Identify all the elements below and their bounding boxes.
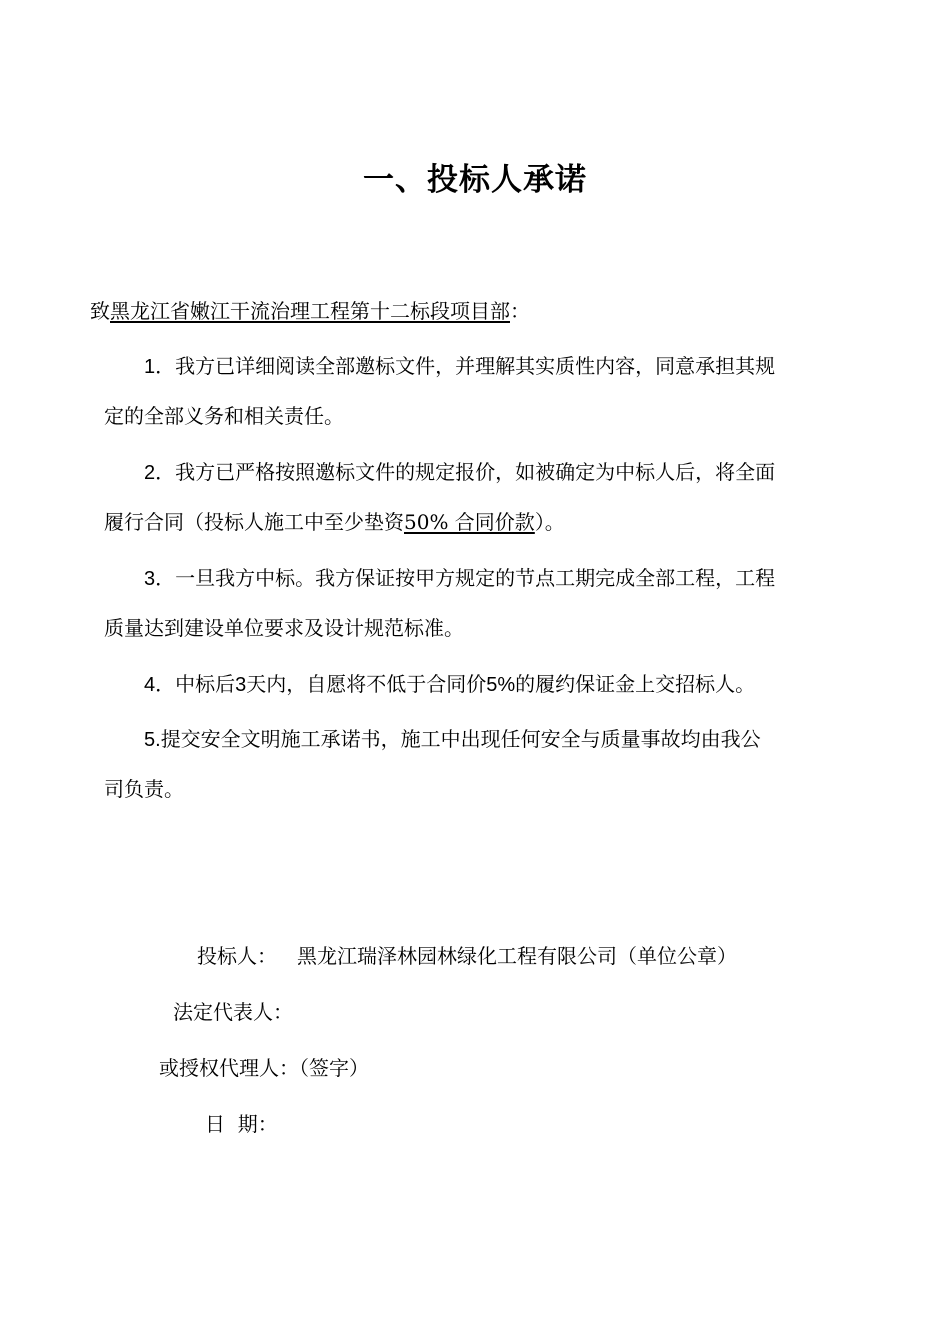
- bidder-line: [197, 942, 737, 970]
- item-5-line-2: 司负责。: [104, 777, 184, 801]
- item-4-number: 4．: [144, 674, 176, 696]
- item-1-number: 1．: [144, 356, 176, 378]
- item-4-text-post: 的履约保证金上交招标人。: [515, 672, 756, 696]
- item-3-text-1: 一旦我方中标。我方保证按甲方规定的节点工期完成全部工程，工程: [175, 566, 776, 590]
- item-5-number: 5.: [144, 729, 161, 751]
- salutation-prefix: 致: [90, 299, 110, 323]
- salutation-recipient: 黑龙江省嫩江干流治理工程第十二标段项目部: [110, 299, 510, 323]
- item-4-days: 3: [235, 674, 247, 696]
- item-4-text-mid: 天内，自愿将不低于合同价: [246, 672, 487, 696]
- item-4-line-1: [144, 670, 755, 699]
- item-4-text-pre: 中标后: [175, 672, 236, 696]
- item-2-text-2-post: ）。: [534, 510, 565, 534]
- salutation-suffix: ：: [510, 299, 530, 323]
- page-title: 一、投标人承诺: [363, 162, 587, 198]
- item-2-number: 2．: [144, 462, 176, 484]
- bidder-value: 黑龙江瑞泽林园林绿化工程有限公司（单位公章）: [297, 944, 737, 968]
- item-2-underlined-amount: 50% 合同价款: [404, 510, 535, 534]
- agent-label: 或授权代理人：（签字）: [159, 1056, 369, 1080]
- item-3-line-1: [144, 564, 775, 593]
- item-1-line-2: 定的全部义务和相关责任。: [104, 404, 344, 428]
- item-2-text-2-pre: 履行合同（投标人施工中至少垫资: [104, 510, 404, 534]
- item-5-line-1: [144, 725, 761, 754]
- item-2-line-2: [104, 508, 565, 536]
- salutation: [90, 297, 530, 325]
- item-3-number: 3．: [144, 568, 176, 590]
- legal-rep-label: 法定代表人：: [173, 1000, 293, 1024]
- item-3-line-2: 质量达到建设单位要求及设计规范标准。: [104, 616, 464, 640]
- item-1-line-1: [144, 352, 775, 381]
- item-2-text-1: 我方已严格按照邀标文件的规定报价，如被确定为中标人后，将全面: [175, 460, 776, 484]
- date-label: 日 期：: [205, 1112, 278, 1136]
- item-5-text-1: 提交安全文明施工承诺书，施工中出现任何安全与质量事故均由我公: [160, 727, 761, 751]
- item-4-percent: 5%: [486, 674, 516, 696]
- item-2-line-1: [144, 458, 775, 487]
- item-1-text-1: 我方已详细阅读全部邀标文件，并理解其实质性内容，同意承担其规: [175, 354, 776, 378]
- bidder-label: 投标人：: [197, 944, 277, 968]
